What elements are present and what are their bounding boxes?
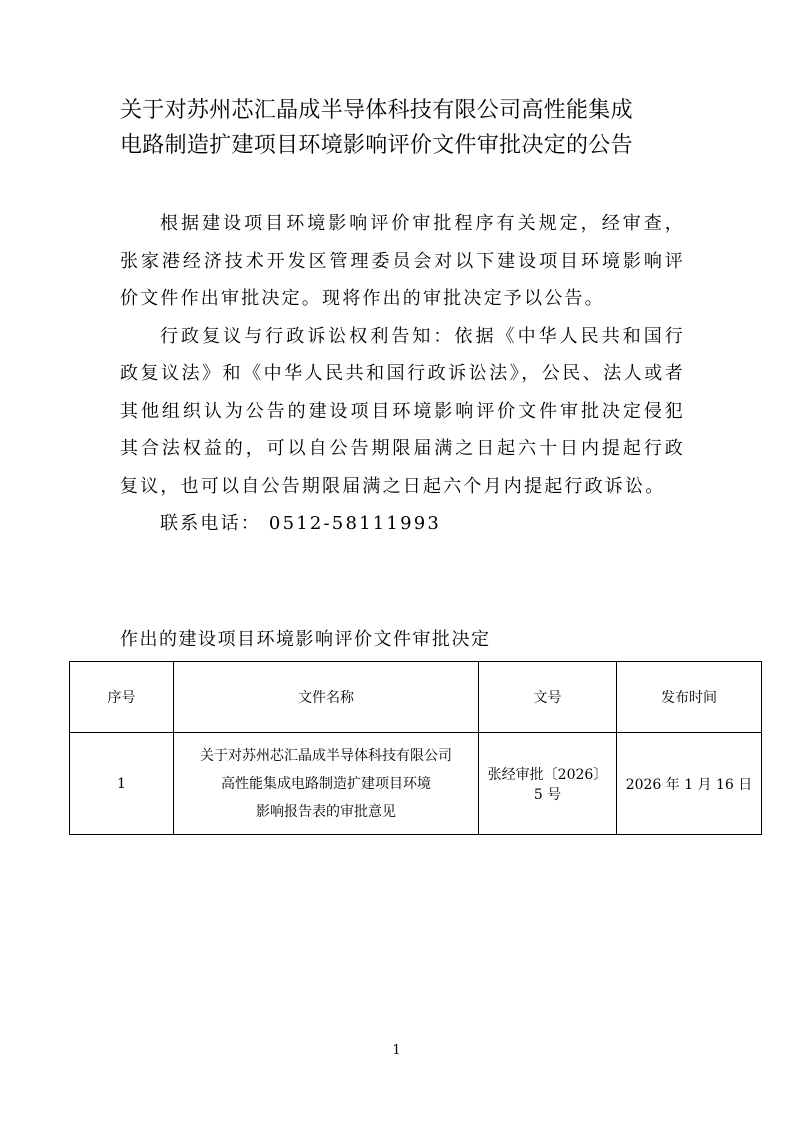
rights-notice-paragraph: 行政复议与行政诉讼权利告知：依据《中华人民共和国行政复议法》和《中华人民共和国行政诉讼法》，公民、法人或者其他组织认为公告的建设项目环境影响评价文件审批决定侵犯其合法权益的，可以自公告期限届满之日起六十日内提起行政复议，也可以自公告期限届满之日起六个月内提起行政诉讼。: [120, 325, 685, 497]
title-line-2: 电路制造扩建项目环境影响评价文件审批决定的公告: [120, 133, 633, 158]
header-index: 序号: [70, 662, 174, 733]
header-doc-number: 文号: [479, 662, 617, 733]
title-line-1: 关于对苏州芯汇晶成半导体科技有限公司高性能集成: [120, 98, 633, 123]
row-publish-date: 2026 年 1 月 16 日: [617, 733, 762, 835]
contact-phone: 联系电话： 0512-58111993: [160, 513, 442, 534]
table-row: [70, 733, 762, 835]
doc-number-line-1: 张经审批〔2026〕: [487, 766, 608, 783]
document-title: [120, 93, 680, 163]
file-name-line-1: 关于对苏州芯汇晶成半导体科技有限公司: [200, 747, 452, 764]
header-file-name: 文件名称: [174, 662, 479, 733]
announcement-body: [120, 205, 685, 543]
row-index: 1: [70, 733, 174, 835]
table-caption: 作出的建设项目环境影响评价文件审批决定: [120, 629, 491, 650]
table-header-row: [70, 662, 762, 733]
row-file-name: [174, 733, 479, 835]
page-number: 1: [392, 1043, 401, 1058]
file-name-line-3: 影响报告表的审批意见: [256, 803, 396, 820]
doc-number-line-2: 5 号: [533, 786, 562, 803]
row-doc-number: [479, 733, 617, 835]
header-publish-date: 发布时间: [617, 662, 762, 733]
decisions-table: [69, 661, 762, 835]
review-paragraph: 根据建设项目环境影响评价审批程序有关规定，经审查，张家港经济技术开发区管理委员会对以下建设项目环境影响评价文件作出审批决定。现将作出的审批决定予以公告。: [120, 213, 685, 309]
file-name-line-2: 高性能集成电路制造扩建项目环境: [221, 775, 431, 792]
